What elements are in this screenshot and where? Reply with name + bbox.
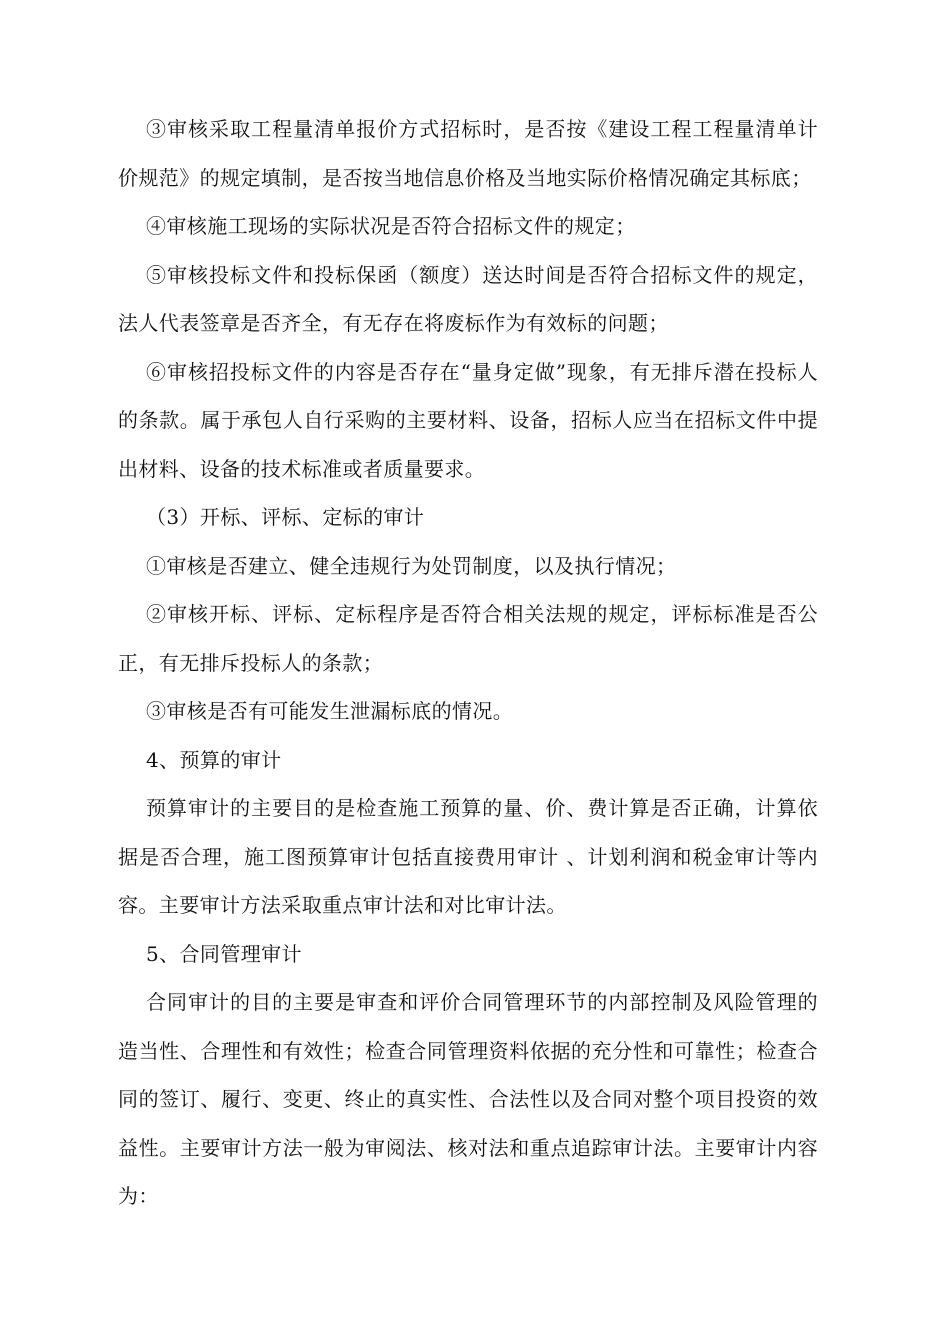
paragraph-base-price-leak: ③审核是否有可能发生泄漏标底的情况。	[146, 699, 514, 723]
paragraph-site-conditions: ④审核施工现场的实际状况是否符合招标文件的规定；	[146, 214, 636, 238]
document-body	[118, 105, 818, 1221]
paragraph-budget-audit: 预算审计的主要目的是检查施工预算的量、价、费计算是否正确，计算依据是否合理，施工图预算审计包括直接费用审计 、计划利润和税金审计等内容。主要审计方法采取重点审计法和对比审计法。	[118, 796, 818, 917]
paragraph-evaluation-procedure: ②审核开标、评标、定标程序是否符合相关法规的规定，评标标准是否公正，有无排斥投标人的条款；	[118, 602, 818, 675]
section-heading-bid-opening: （3）开标、评标、定标的审计	[146, 505, 425, 529]
paragraph-bid-list-pricing: ③审核采取工程量清单报价方式招标时，是否按《建设工程工程量清单计价规范》的规定填制，是否按当地信息价格及当地实际价格情况确定其标底；	[118, 117, 818, 190]
paragraph-contract-audit: 合同审计的目的主要是审查和评价合同管理环节的内部控制及风险管理的造当性、合理性和有效性；检查合同管理资料依据的充分性和可靠性；检查合同的签订、履行、变更、终止的真实性、合法性以及合同对整个项目投资的效益性。主要审计方法一般为审阅法、核对法和重点追踪审计法。主要审计内容为：	[118, 990, 818, 1208]
paragraph-bid-guarantee: ⑤审核投标文件和投标保函（额度）送达时间是否符合招标文件的规定，法人代表签章是否齐全，有无存在将废标作为有效标的问题；	[118, 262, 818, 335]
paragraph-tailor-made: ⑥审核招投标文件的内容是否存在“量身定做”现象，有无排斥潜在投标人的条款。属于承包人自行采购的主要材料、设备，招标人应当在招标文件中提出材料、设备的技术标准或者质量要求。	[118, 359, 818, 481]
section-heading-contract-audit: 5、合同管理审计	[146, 941, 302, 966]
section-heading-budget-audit: 4、预算的审计	[146, 747, 282, 772]
paragraph-penalty-system: ①审核是否建立、健全违规行为处罚制度，以及执行情况；	[146, 553, 677, 578]
